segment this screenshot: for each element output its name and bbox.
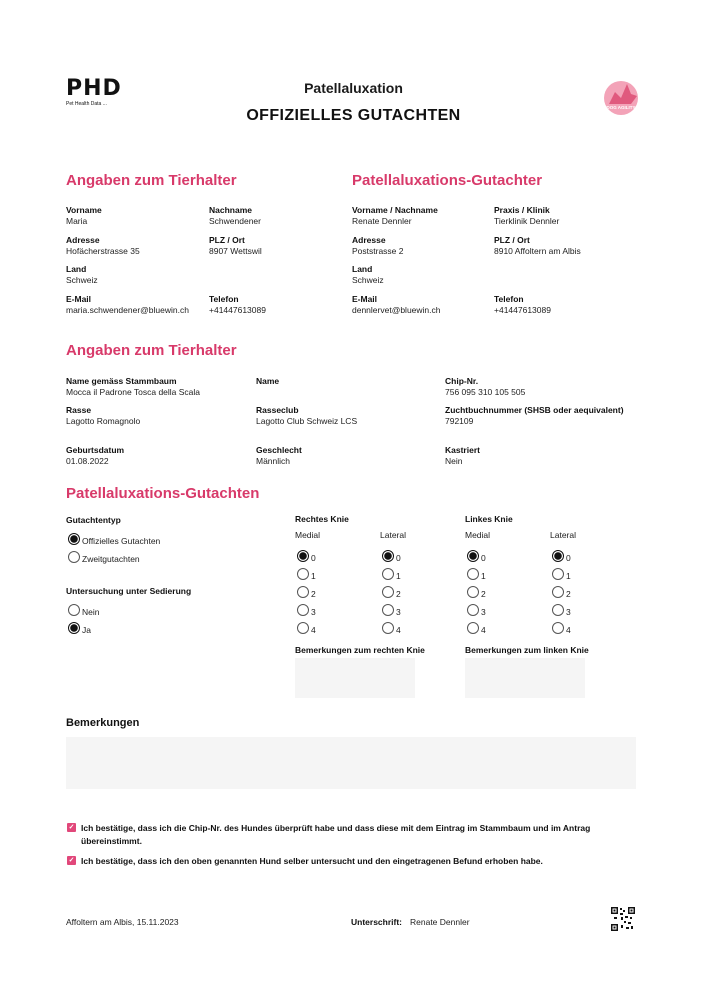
owner-land-value: Schweiz <box>66 275 98 285</box>
owner-email-value: maria.schwendener@bluewin.ch <box>66 305 189 315</box>
dog-geburt-value: 01.08.2022 <box>66 456 109 466</box>
place-date: Affoltern am Albis, 15.11.2023 <box>66 917 179 927</box>
left-lateral-grade-2-label: 2 <box>566 589 571 599</box>
left-remarks-label: Bemerkungen zum linken Knie <box>465 645 589 655</box>
type-option-official-radio[interactable] <box>68 533 80 545</box>
left-medial-grade-0-label: 0 <box>481 553 486 563</box>
left-lateral-grade-2-radio[interactable] <box>552 586 564 598</box>
dog-geschlecht-value: Männlich <box>256 456 291 466</box>
type-option-second-label: Zweitgutachten <box>82 554 140 564</box>
right-medial-label: Medial <box>295 530 321 540</box>
right-lateral-grade-2-radio[interactable] <box>382 586 394 598</box>
owner-telefon-value: +41447613089 <box>209 305 266 315</box>
left-lateral-grade-0-label: 0 <box>566 553 571 563</box>
owner-vorname-label: Vorname <box>66 205 102 215</box>
right-medial-grade-3-label: 3 <box>311 607 316 617</box>
left-medial-grade-1-label: 1 <box>481 571 486 581</box>
left-lateral-label: Lateral <box>550 530 576 540</box>
left-medial-grade-4-label: 4 <box>481 625 486 635</box>
owner-adresse-label: Adresse <box>66 235 100 245</box>
right-medial-grade-3-radio[interactable] <box>297 604 309 616</box>
examiner-land-label: Land <box>352 264 373 274</box>
report-heading: Patellaluxations-Gutachten <box>66 485 260 502</box>
signature-name: Renate Dennler <box>410 917 470 927</box>
sedation-option-nein-radio[interactable] <box>68 604 80 616</box>
examiner-email-label: E-Mail <box>352 294 378 304</box>
left-lateral-grade-4-label: 4 <box>566 625 571 635</box>
examiner-name-value: Renate Dennler <box>352 216 412 226</box>
sedation-option-ja-radio[interactable] <box>68 622 80 634</box>
left-medial-grade-1-radio[interactable] <box>467 568 479 580</box>
owner-plz-label: PLZ / Ort <box>209 235 245 245</box>
examiner-heading: Patellaluxations-Gutachter <box>352 172 543 189</box>
left-medial-grade-3-radio[interactable] <box>467 604 479 616</box>
right-lateral-grade-4-radio[interactable] <box>382 622 394 634</box>
dog-rasseclub-label: Rasseclub <box>256 405 299 415</box>
left-lateral-grade-1-radio[interactable] <box>552 568 564 580</box>
left-lateral-grade-4-radio[interactable] <box>552 622 564 634</box>
right-medial-grade-2-label: 2 <box>311 589 316 599</box>
phd-logo-text: PHD <box>66 76 122 101</box>
confirm-chip-checkbox[interactable]: ✓ <box>68 824 75 831</box>
dog-chip-label: Chip-Nr. <box>445 376 479 386</box>
right-lateral-grade-4-label: 4 <box>396 625 401 635</box>
left-remarks-field[interactable] <box>465 658 585 698</box>
sedation-label: Untersuchung unter Sedierung <box>66 586 192 596</box>
right-lateral-grade-1-label: 1 <box>396 571 401 581</box>
left-lateral-grade-3-label: 3 <box>566 607 571 617</box>
dog-zuchtbuch-value: 792109 <box>445 416 474 426</box>
examiner-praxis-value: Tierklinik Dennler <box>494 216 560 226</box>
left-medial-grade-2-radio[interactable] <box>467 586 479 598</box>
owner-email-label: E-Mail <box>66 294 92 304</box>
dog-zuchtbuch-label: Zuchtbuchnummer (SHSB oder aequivalent) <box>445 405 624 415</box>
dog-kastriert-value: Nein <box>445 456 463 466</box>
dog-stammbaum-label: Name gemäss Stammbaum <box>66 376 177 386</box>
owner-plz-value: 8907 Wettswil <box>209 246 262 256</box>
dog-rasse-label: Rasse <box>66 405 92 415</box>
examiner-email-value: dennlervet@bluewin.ch <box>352 305 441 315</box>
right-medial-grade-4-label: 4 <box>311 625 316 635</box>
dog-heading: Angaben zum Tierhalter <box>66 342 237 359</box>
right-medial-grade-0-label: 0 <box>311 553 316 563</box>
right-lateral-grade-3-radio[interactable] <box>382 604 394 616</box>
left-medial-label: Medial <box>465 530 491 540</box>
svg-text:DOG AGILITY: DOG AGILITY <box>606 105 636 110</box>
right-medial-grade-2-radio[interactable] <box>297 586 309 598</box>
examiner-adresse-label: Adresse <box>352 235 386 245</box>
dog-geburt-label: Geburtsdatum <box>66 445 125 455</box>
document-title: Patellaluxation <box>304 80 403 96</box>
examiner-land-value: Schweiz <box>352 275 384 285</box>
type-option-official-label: Offizielles Gutachten <box>82 536 161 546</box>
owner-nachname-value: Schwendener <box>209 216 261 226</box>
examiner-name-label: Vorname / Nachname <box>352 205 438 215</box>
left-medial-grade-0-radio[interactable] <box>467 550 479 562</box>
right-lateral-grade-0-radio[interactable] <box>382 550 394 562</box>
dog-name-label: Name <box>256 376 280 386</box>
remarks-label: Bemerkungen <box>66 717 140 729</box>
phd-logo-subtext: Pet Health Data ... <box>66 101 107 107</box>
dog-rasse-value: Lagotto Romagnolo <box>66 416 141 426</box>
right-lateral-grade-1-radio[interactable] <box>382 568 394 580</box>
examiner-adresse-value: Poststrasse 2 <box>352 246 404 256</box>
left-medial-grade-2-label: 2 <box>481 589 486 599</box>
examiner-plz-value: 8910 Affoltern am Albis <box>494 246 581 256</box>
right-medial-grade-1-label: 1 <box>311 571 316 581</box>
owner-adresse-value: Hofächerstrasse 35 <box>66 246 140 256</box>
right-remarks-field[interactable] <box>295 658 415 698</box>
examiner-telefon-label: Telefon <box>494 294 524 304</box>
owner-heading: Angaben zum Tierhalter <box>66 172 237 189</box>
right-lateral-grade-0-label: 0 <box>396 553 401 563</box>
examiner-praxis-label: Praxis / Klinik <box>494 205 550 215</box>
dog-agility-logo <box>601 78 641 116</box>
dog-geschlecht-label: Geschlecht <box>256 445 302 455</box>
confirm-exam-text: Ich bestätige, dass ich den oben genannten Hund selber untersucht und den eingetragenen Befund erhoben habe. <box>81 856 543 866</box>
left-medial-grade-3-label: 3 <box>481 607 486 617</box>
dog-chip-value: 756 095 310 105 505 <box>445 387 526 397</box>
sedation-option-ja-label: Ja <box>82 625 91 635</box>
qr-code-icon <box>611 907 635 931</box>
document-subtitle: OFFIZIELLES GUTACHTEN <box>246 107 461 124</box>
right-medial-grade-4-radio[interactable] <box>297 622 309 634</box>
right-remarks-label: Bemerkungen zum rechten Knie <box>295 645 425 655</box>
remarks-field[interactable] <box>66 737 636 789</box>
confirm-chip-text: Ich bestätige, dass ich die Chip-Nr. des Hundes überprüft habe und dass diese mit dem Eintrag im Stammbaum und im Antrag übereinstimmt. <box>81 823 591 846</box>
left-lateral-grade-0-radio[interactable] <box>552 550 564 562</box>
right-medial-grade-0-radio[interactable] <box>297 550 309 562</box>
right-knee-label: Rechtes Knie <box>295 514 349 524</box>
confirm-exam-checkbox[interactable]: ✓ <box>68 857 75 864</box>
sedation-option-nein-label: Nein <box>82 607 100 617</box>
owner-telefon-label: Telefon <box>209 294 239 304</box>
right-lateral-label: Lateral <box>380 530 406 540</box>
right-lateral-grade-2-label: 2 <box>396 589 401 599</box>
right-lateral-grade-3-label: 3 <box>396 607 401 617</box>
left-lateral-grade-3-radio[interactable] <box>552 604 564 616</box>
type-option-second-radio[interactable] <box>68 551 80 563</box>
owner-vorname-value: Maria <box>66 216 88 226</box>
examiner-plz-label: PLZ / Ort <box>494 235 530 245</box>
left-lateral-grade-1-label: 1 <box>566 571 571 581</box>
examiner-telefon-value: +41447613089 <box>494 305 551 315</box>
report-type-label: Gutachtentyp <box>66 515 121 525</box>
signature-label: Unterschrift: <box>351 917 403 927</box>
left-knee-label: Linkes Knie <box>465 514 513 524</box>
dog-rasseclub-value: Lagotto Club Schweiz LCS <box>256 416 358 426</box>
owner-nachname-label: Nachname <box>209 205 252 215</box>
right-medial-grade-1-radio[interactable] <box>297 568 309 580</box>
owner-land-label: Land <box>66 264 87 274</box>
dog-kastriert-label: Kastriert <box>445 445 480 455</box>
dog-stammbaum-value: Mocca il Padrone Tosca della Scala <box>66 387 201 397</box>
left-medial-grade-4-radio[interactable] <box>467 622 479 634</box>
